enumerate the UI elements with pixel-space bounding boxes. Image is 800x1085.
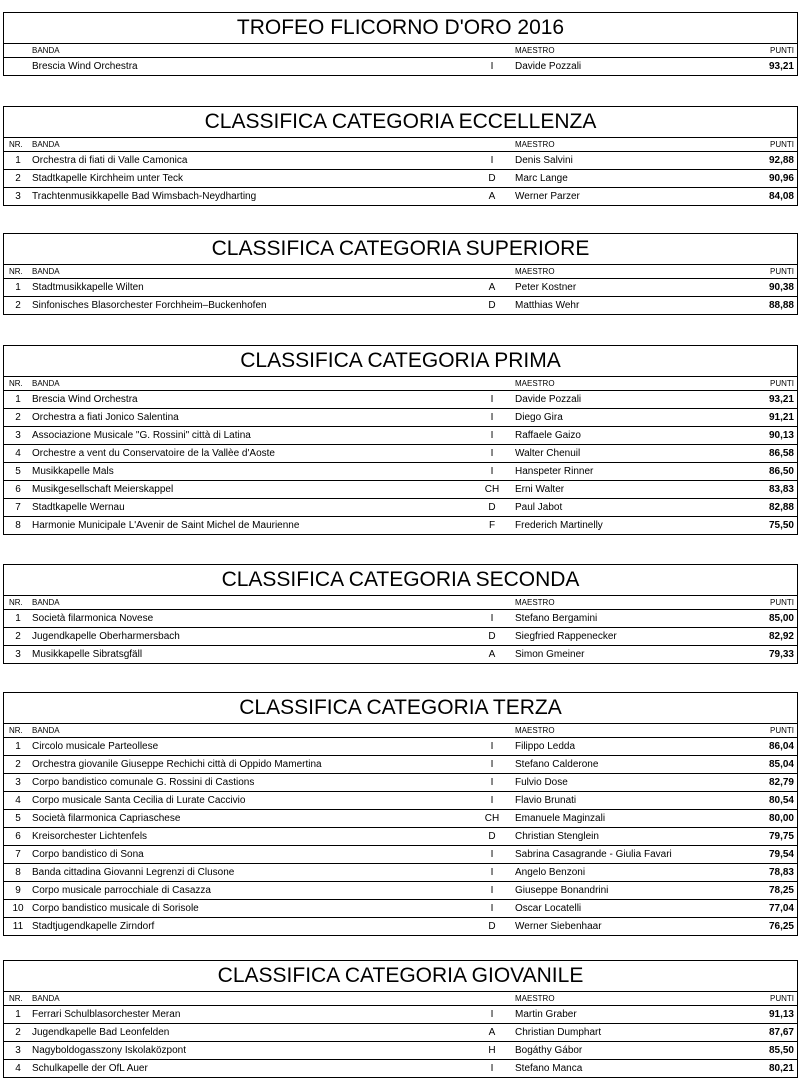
rank-number: 3 [15, 649, 21, 660]
score-value: 86,58 [768, 448, 794, 459]
band-name: Stadtmusikkapelle Wilten [32, 282, 144, 293]
table-header [4, 44, 797, 58]
conductor-name: Stefano Bergamini [515, 613, 598, 624]
conductor-name: Angelo Benzoni [515, 867, 586, 878]
header-nr: NR. [9, 140, 23, 149]
rank-number: 3 [15, 191, 21, 202]
rank-number: 5 [15, 466, 21, 477]
table-row [4, 279, 797, 297]
score-value: 78,83 [768, 867, 794, 878]
score-value: 82,92 [768, 631, 794, 642]
results-section [3, 564, 798, 664]
section-title: CLASSIFICA CATEGORIA SECONDA [4, 565, 797, 596]
table-header [4, 138, 797, 152]
conductor-name: Marc Lange [515, 173, 568, 184]
country-code: CH [484, 484, 500, 495]
score-value: 90,96 [768, 173, 794, 184]
score-value: 86,50 [768, 466, 794, 477]
conductor-name: Raffaele Gaizo [515, 430, 581, 441]
table-row [4, 810, 797, 828]
band-name: Nagyboldogasszony Iskolaközpont [32, 1045, 186, 1056]
header-maestro: MAESTRO [515, 726, 555, 735]
section-title: CLASSIFICA CATEGORIA TERZA [4, 693, 797, 724]
score-value: 79,54 [768, 849, 794, 860]
rank-number: 3 [15, 1045, 21, 1056]
band-name: Sinfonisches Blasorchester Forchheim–Buckenhofen [32, 300, 267, 311]
country-code: I [490, 1009, 494, 1020]
rank-number: 1 [15, 282, 21, 293]
rank-number: 2 [15, 300, 21, 311]
table-row [4, 828, 797, 846]
score-value: 75,50 [768, 520, 794, 531]
rank-number: 2 [15, 631, 21, 642]
country-code: I [490, 448, 494, 459]
table-header [4, 596, 797, 610]
score-value: 78,25 [768, 885, 794, 896]
conductor-name: Sabrina Casagrande - Giulia Favari [515, 849, 672, 860]
rank-number: 8 [15, 520, 21, 531]
table-row [4, 864, 797, 882]
band-name: Orchestra di fiati di Valle Camonica [32, 155, 188, 166]
table-row [4, 481, 797, 499]
conductor-name: Oscar Locatelli [515, 903, 582, 914]
conductor-name: Matthias Wehr [515, 300, 580, 311]
table-row [4, 517, 797, 534]
header-nr: NR. [9, 267, 23, 276]
rank-number: 3 [15, 777, 21, 788]
band-name: Corpo bandistico di Sona [32, 849, 144, 860]
table-row [4, 1006, 797, 1024]
header-nr: NR. [9, 598, 23, 607]
band-name: Stadtkapelle Wernau [32, 502, 125, 513]
country-code: A [488, 1027, 496, 1038]
rank-number: 2 [15, 412, 21, 423]
rank-number: 1 [15, 155, 21, 166]
section-title: CLASSIFICA CATEGORIA ECCELLENZA [4, 107, 797, 138]
header-nr: NR. [9, 379, 23, 388]
country-code: I [490, 394, 494, 405]
conductor-name: Christian Dumphart [515, 1027, 602, 1038]
table-row [4, 297, 797, 314]
header-banda: BANDA [32, 994, 60, 1003]
score-value: 85,00 [768, 613, 794, 624]
table-row [4, 774, 797, 792]
table-row [4, 738, 797, 756]
score-value: 79,33 [768, 649, 794, 660]
conductor-name: Davide Pozzali [515, 61, 582, 72]
section-title: CLASSIFICA CATEGORIA SUPERIORE [4, 234, 797, 265]
conductor-name: Flavio Brunati [515, 795, 577, 806]
results-section [3, 692, 798, 936]
table-row [4, 391, 797, 409]
conductor-name: Denis Salvini [515, 155, 573, 166]
rank-number: 1 [15, 1009, 21, 1020]
conductor-name: Filippo Ledda [515, 741, 576, 752]
country-code: A [488, 649, 496, 660]
country-code: I [490, 155, 494, 166]
header-punti: PUNTI [770, 140, 794, 149]
band-name: Trachtenmusikkapelle Bad Wimsbach-Neydharting [32, 191, 257, 202]
header-maestro: MAESTRO [515, 140, 555, 149]
score-value: 77,04 [768, 903, 794, 914]
score-value: 76,25 [768, 921, 794, 932]
conductor-name: Giuseppe Bonandrini [515, 885, 609, 896]
rank-number: 3 [15, 430, 21, 441]
conductor-name: Erni Walter [515, 484, 565, 495]
band-name: Circolo musicale Parteollese [32, 741, 159, 752]
band-name: Schulkapelle der OfL Auer [32, 1063, 148, 1074]
rank-number: 10 [12, 903, 24, 914]
rank-number: 7 [15, 849, 21, 860]
score-value: 85,50 [768, 1045, 794, 1056]
rank-number: 1 [15, 741, 21, 752]
rank-number: 2 [15, 759, 21, 770]
band-name: Brescia Wind Orchestra [32, 61, 138, 72]
band-name: Musikkapelle Mals [32, 466, 114, 477]
band-name: Jugendkapelle Bad Leonfelden [32, 1027, 170, 1038]
country-code: I [490, 885, 494, 896]
country-code: I [490, 430, 494, 441]
country-code: D [488, 921, 496, 932]
header-banda: BANDA [32, 379, 60, 388]
conductor-name: Bogáthy Gábor [515, 1045, 583, 1056]
table-row [4, 463, 797, 481]
score-value: 79,75 [768, 831, 794, 842]
band-name: Jugendkapelle Oberharmersbach [32, 631, 180, 642]
header-maestro: MAESTRO [515, 267, 555, 276]
band-name: Orchestra a fiati Jonico Salentina [32, 412, 179, 423]
conductor-name: Stefano Manca [515, 1063, 583, 1074]
country-code: I [490, 795, 494, 806]
table-row [4, 792, 797, 810]
table-row [4, 1042, 797, 1060]
score-value: 83,83 [768, 484, 794, 495]
score-value: 90,38 [768, 282, 794, 293]
band-name: Brescia Wind Orchestra [32, 394, 138, 405]
band-name: Società filarmonica Novese [32, 613, 154, 624]
country-code: D [488, 831, 496, 842]
conductor-name: Diego Gira [515, 412, 563, 423]
rank-number: 9 [15, 885, 21, 896]
conductor-name: Davide Pozzali [515, 394, 582, 405]
rank-number: 4 [15, 1063, 21, 1074]
country-code: I [490, 412, 494, 423]
rank-number: 6 [15, 484, 21, 495]
band-name: Orchestra giovanile Giuseppe Rechichi città di Oppido Mamertina [32, 759, 322, 770]
table-header [4, 265, 797, 279]
band-name: Associazione Musicale "G. Rossini" città di Latina [32, 430, 251, 441]
table-row [4, 646, 797, 663]
table-header [4, 992, 797, 1006]
band-name: Banda cittadina Giovanni Legrenzi di Clusone [32, 867, 235, 878]
country-code: I [490, 613, 494, 624]
rank-number: 2 [15, 173, 21, 184]
header-punti: PUNTI [770, 46, 794, 55]
country-code: I [490, 867, 494, 878]
results-section [3, 960, 798, 1078]
rank-number: 1 [15, 613, 21, 624]
conductor-name: Walter Chenuil [515, 448, 581, 459]
table-row [4, 170, 797, 188]
section-title: TROFEO FLICORNO D'ORO 2016 [4, 13, 797, 44]
band-name: Corpo musicale Santa Cecilia di Lurate Caccivio [32, 795, 246, 806]
country-code: D [488, 173, 496, 184]
score-value: 92,88 [768, 155, 794, 166]
score-value: 80,54 [768, 795, 794, 806]
score-value: 82,88 [768, 502, 794, 513]
country-code: I [490, 741, 494, 752]
score-value: 86,04 [768, 741, 794, 752]
table-row [4, 610, 797, 628]
band-name: Ferrari Schulblasorchester Meran [32, 1009, 181, 1020]
score-value: 82,79 [768, 777, 794, 788]
results-section [3, 12, 798, 76]
country-code: H [488, 1045, 496, 1056]
header-punti: PUNTI [770, 598, 794, 607]
header-nr: NR. [9, 994, 23, 1003]
score-value: 90,13 [768, 430, 794, 441]
section-title: CLASSIFICA CATEGORIA GIOVANILE [4, 961, 797, 992]
band-name: Corpo bandistico comunale G. Rossini di Castions [32, 777, 255, 788]
table-header [4, 724, 797, 738]
table-row [4, 882, 797, 900]
rank-number: 11 [12, 921, 24, 932]
table-row [4, 846, 797, 864]
rank-number: 7 [15, 502, 21, 513]
header-banda: BANDA [32, 726, 60, 735]
conductor-name: Werner Siebenhaar [515, 921, 602, 932]
table-row [4, 900, 797, 918]
conductor-name: Werner Parzer [515, 191, 580, 202]
band-name: Orchestre a vent du Conservatoire de la Vallèe d'Aoste [32, 448, 275, 459]
conductor-name: Frederich Martinelly [515, 520, 603, 531]
band-name: Corpo musicale parrocchiale di Casazza [32, 885, 211, 896]
rank-number: 2 [15, 1027, 21, 1038]
header-punti: PUNTI [770, 994, 794, 1003]
table-row [4, 58, 797, 75]
score-value: 85,04 [768, 759, 794, 770]
band-name: Musikgesellschaft Meierskappel [32, 484, 174, 495]
conductor-name: Simon Gmeiner [515, 649, 585, 660]
rank-number: 4 [15, 795, 21, 806]
table-row [4, 445, 797, 463]
score-value: 91,21 [768, 412, 794, 423]
score-value: 93,21 [768, 394, 794, 405]
rank-number: 8 [15, 867, 21, 878]
table-row [4, 152, 797, 170]
table-row [4, 427, 797, 445]
country-code: D [488, 631, 496, 642]
band-name: Stadtjugendkapelle Zirndorf [32, 921, 155, 932]
country-code: I [490, 61, 494, 72]
country-code: D [488, 300, 496, 311]
table-row [4, 918, 797, 935]
score-value: 93,21 [768, 61, 794, 72]
country-code: CH [484, 813, 500, 824]
conductor-name: Paul Jabot [515, 502, 563, 513]
conductor-name: Martin Graber [515, 1009, 577, 1020]
header-maestro: MAESTRO [515, 598, 555, 607]
header-maestro: MAESTRO [515, 46, 555, 55]
country-code: I [490, 466, 494, 477]
header-banda: BANDA [32, 267, 60, 276]
conductor-name: Fulvio Dose [515, 777, 568, 788]
rank-number: 1 [15, 394, 21, 405]
country-code: I [490, 849, 494, 860]
score-value: 91,13 [768, 1009, 794, 1020]
header-nr: NR. [9, 726, 23, 735]
conductor-name: Stefano Calderone [515, 759, 599, 770]
score-value: 84,08 [768, 191, 794, 202]
country-code: I [490, 759, 494, 770]
table-header [4, 377, 797, 391]
header-banda: BANDA [32, 598, 60, 607]
score-value: 87,67 [768, 1027, 794, 1038]
table-row [4, 756, 797, 774]
band-name: Corpo bandistico musicale di Sorisole [32, 903, 199, 914]
table-row [4, 409, 797, 427]
header-banda: BANDA [32, 46, 60, 55]
table-row [4, 1060, 797, 1077]
band-name: Stadtkapelle Kirchheim unter Teck [32, 173, 184, 184]
header-punti: PUNTI [770, 726, 794, 735]
table-row [4, 499, 797, 517]
rank-number: 6 [15, 831, 21, 842]
country-code: D [488, 502, 496, 513]
band-name: Harmonie Municipale L'Avenir de Saint Michel de Maurienne [32, 520, 300, 531]
header-punti: PUNTI [770, 267, 794, 276]
country-code: I [490, 1063, 494, 1074]
conductor-name: Christian Stenglein [515, 831, 599, 842]
results-section [3, 345, 798, 535]
header-punti: PUNTI [770, 379, 794, 388]
rank-number: 4 [15, 448, 21, 459]
header-banda: BANDA [32, 140, 60, 149]
score-value: 80,00 [768, 813, 794, 824]
country-code: A [488, 282, 496, 293]
table-row [4, 1024, 797, 1042]
conductor-name: Peter Kostner [515, 282, 577, 293]
conductor-name: Hanspeter Rinner [515, 466, 594, 477]
country-code: A [488, 191, 496, 202]
table-row [4, 188, 797, 205]
country-code: F [488, 520, 496, 531]
band-name: Società filarmonica Capriaschese [32, 813, 181, 824]
table-row [4, 628, 797, 646]
country-code: I [490, 777, 494, 788]
band-name: Musikkapelle Sibratsgfäll [32, 649, 143, 660]
band-name: Kreisorchester Lichtenfels [32, 831, 148, 842]
score-value: 80,21 [768, 1063, 794, 1074]
header-maestro: MAESTRO [515, 379, 555, 388]
results-section [3, 233, 798, 315]
section-title: CLASSIFICA CATEGORIA PRIMA [4, 346, 797, 377]
results-section [3, 106, 798, 206]
conductor-name: Emanuele Maginzali [515, 813, 606, 824]
country-code: I [490, 903, 494, 914]
rank-number: 5 [15, 813, 21, 824]
conductor-name: Siegfried Rappenecker [515, 631, 617, 642]
score-value: 88,88 [768, 300, 794, 311]
header-maestro: MAESTRO [515, 994, 555, 1003]
